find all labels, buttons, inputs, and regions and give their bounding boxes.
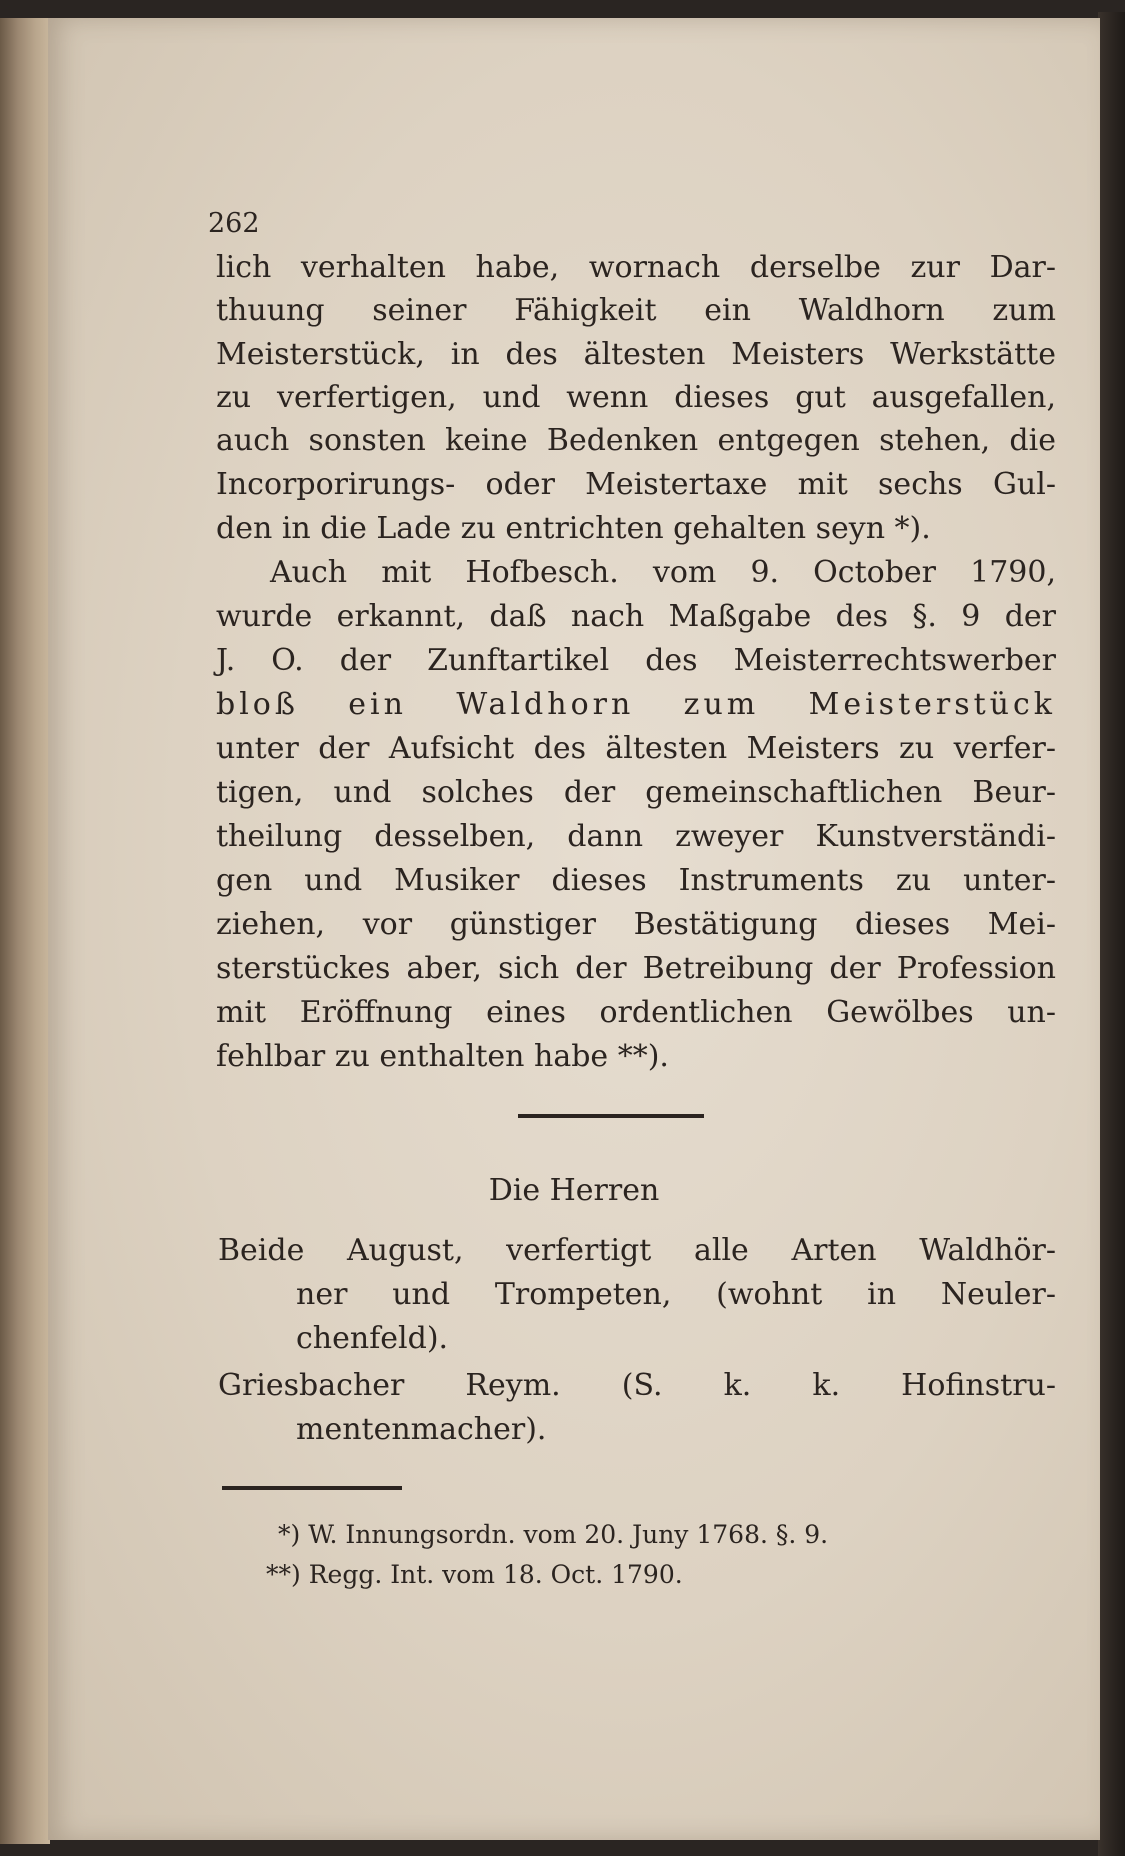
- entry-continuation: ner und Trompeten, (wohnt in Neuler-: [296, 1277, 1056, 1312]
- body-line: mit Eröffnung eines ordentlichen Gewölbes un-: [216, 995, 1056, 1030]
- body-line: unter der Aufsicht des ältesten Meisters zu verfer-: [216, 731, 1056, 766]
- body-line: fehlbar zu enthalten habe **).: [216, 1039, 669, 1074]
- section-title: Die Herren: [488, 1173, 660, 1208]
- body-line: lich verhalten habe, wornach derselbe zur Dar-: [216, 250, 1056, 285]
- body-line: zu verfertigen, und wenn dieses gut ausgefallen,: [216, 380, 1056, 415]
- body-line: wurde erkannt, daß nach Maßgabe des §. 9 der: [216, 599, 1056, 634]
- body-line: den in die Lade zu entrichten gehalten seyn *).: [216, 511, 931, 546]
- book-page: [48, 18, 1100, 1840]
- footnote: **) Regg. Int. vom 18. Oct. 1790.: [266, 1560, 683, 1589]
- body-line: sterstückes aber, sich der Betreibung der Profession: [216, 951, 1056, 986]
- footnote: *) W. Innungsordn. vom 20. Juny 1768. §. 9.: [278, 1520, 829, 1549]
- body-line: thuung seiner Fähigkeit ein Waldhorn zum: [216, 293, 1056, 328]
- body-line-spaced: bloß ein Waldhorn zum Meisterstück: [216, 687, 1056, 722]
- body-line: theilung desselben, dann zweyer Kunstverständi-: [216, 819, 1056, 854]
- section-divider: [518, 1114, 704, 1118]
- book-cover-right-edge: [1098, 12, 1125, 1856]
- body-line: Incorporirungs- oder Meistertaxe mit sechs Gul-: [216, 467, 1056, 502]
- body-line: tigen, und solches der gemeinschaftlichen Beur-: [216, 775, 1056, 810]
- body-line: Meisterstück, in des ältesten Meisters Werkstätte: [216, 337, 1056, 372]
- page-stack-left-edge: [0, 18, 50, 1844]
- entry-continuation: chenfeld).: [296, 1321, 449, 1356]
- entry-first-line: Griesbacher Reym. (S. k. k. Hofinstru-: [218, 1368, 1056, 1403]
- body-line-indented: Auch mit Hofbesch. vom 9. October 1790,: [270, 555, 1056, 590]
- body-line: ziehen, vor günstiger Bestätigung dieses Mei-: [216, 907, 1056, 942]
- body-line: J. O. der Zunftartikel des Meisterrechtswerber: [216, 643, 1056, 678]
- page-number: 262: [208, 208, 260, 239]
- footnote-rule: [222, 1486, 402, 1490]
- entry-continuation: mentenmacher).: [296, 1412, 547, 1447]
- entry-first-line: Beide August, verfertigt alle Arten Waldhör-: [218, 1233, 1056, 1268]
- body-line: auch sonsten keine Bedenken entgegen stehen, die: [216, 423, 1056, 458]
- body-line: gen und Musiker dieses Instruments zu unter-: [216, 863, 1056, 898]
